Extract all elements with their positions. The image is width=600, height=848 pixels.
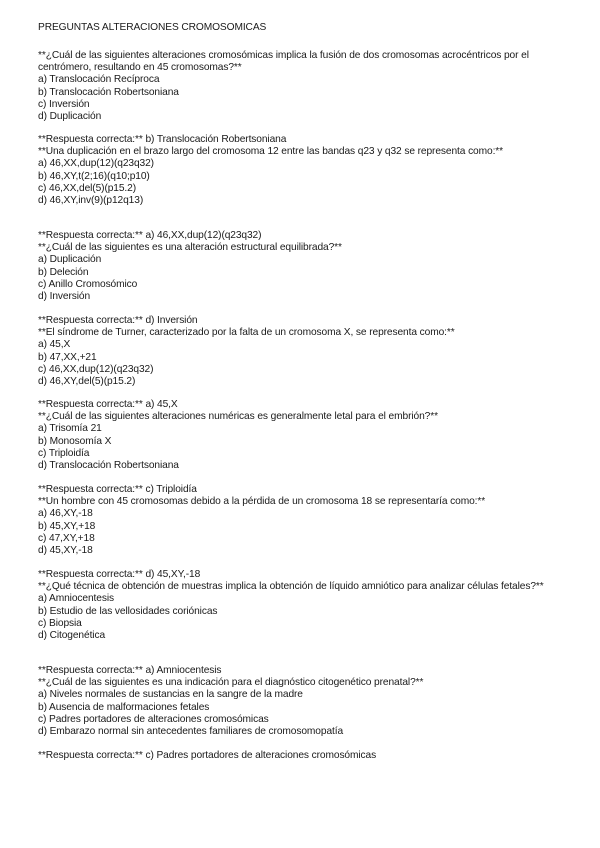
option-d: d) 45,XY,-18 (38, 545, 93, 557)
option-b: b) 45,XY,+18 (38, 520, 96, 532)
option-d: d) Duplicación (38, 111, 102, 123)
option-c: c) 46,XX,dup(12)(q23q32) (38, 363, 154, 375)
question-text: **¿Cuál de las siguientes alteraciones numéricas es generalmente letal para el embrión?** (38, 411, 438, 423)
option-c: c) Inversión (38, 98, 90, 110)
question-text: **Un hombre con 45 cromosomas debido a la pérdida de un cromosoma 18 se representaría como:** (38, 496, 486, 508)
answer-text: **Respuesta correcta:** a) Amniocentesis (38, 665, 222, 676)
question-text: **¿Qué técnica de obtención de muestras implica la obtención de líquido amniótico para analizar células fetales?** (38, 581, 544, 593)
answer-text: **Respuesta correcta:** c) Padres portadores de alteraciones cromosómicas (38, 750, 377, 761)
option-a: a) Trisomía 21 (38, 423, 102, 435)
option-a: a) Duplicación (38, 254, 102, 266)
answer-text: **Respuesta correcta:** d) Inversión (38, 315, 198, 326)
question-block (38, 399, 583, 472)
question-block (38, 569, 583, 642)
question-text: **¿Cuál de las siguientes es una alteración estructural equilibrada?** (38, 242, 342, 254)
question-text: **El síndrome de Turner, caracterizado por la falta de un cromosoma X, se representa como:** (38, 327, 455, 339)
answer-text: **Respuesta correcta:** a) 45,X (38, 399, 178, 410)
option-d: d) Citogenética (38, 630, 106, 642)
option-a: a) Niveles normales de sustancias en la sangre de la madre (38, 689, 303, 701)
option-d: d) 46,XY,inv(9)(p12q13) (38, 195, 144, 207)
option-b: b) 46,XY,t(2;16)(q10;p10) (38, 170, 150, 182)
option-b: b) Monosomía X (38, 435, 112, 447)
option-d: d) Embarazo normal sin antecedentes familiares de cromosomopatía (38, 726, 344, 738)
option-b: b) Translocación Robertsoniana (38, 86, 179, 98)
question-text: **¿Cuál de las siguientes alteraciones cromosómicas implica la fusión de dos cromosomas acrocéntricos por el centrómero, resultando en 45 cromosomas?** (38, 50, 529, 74)
answer-text: **Respuesta correcta:** d) 45,XY,-18 (38, 569, 201, 580)
option-c: c) Padres portadores de alteraciones cromosómicas (38, 713, 269, 725)
option-a: a) Translocación Recíproca (38, 74, 160, 86)
answer-text: **Respuesta correcta:** a) 46,XX,dup(12)(q23q32) (38, 230, 262, 241)
question-block (38, 665, 583, 738)
option-d: d) Translocación Robertsoniana (38, 460, 179, 472)
option-a: a) 46,XX,dup(12)(q23q32) (38, 158, 154, 170)
option-d: d) Inversión (38, 291, 91, 303)
question-block (38, 315, 583, 388)
document-title: PREGUNTAS ALTERACIONES CROMOSOMICAS (38, 22, 267, 33)
answer-text: **Respuesta correcta:** b) Translocación Robertsoniana (38, 134, 287, 145)
option-a: a) 45,X (38, 339, 71, 351)
question-text: **¿Cuál de las siguientes es una indicación para el diagnóstico citogenético prenatal?** (38, 677, 424, 689)
answer-text: **Respuesta correcta:** c) Triploidía (38, 484, 197, 495)
option-c: c) Triploidía (38, 447, 90, 459)
option-b: b) 47,XX,+21 (38, 351, 97, 363)
option-c: c) Biopsia (38, 617, 82, 629)
question-text: **Una duplicación en el brazo largo del cromosoma 12 entre las bandas q23 y q32 se representa como:** (38, 146, 504, 158)
question-block (38, 484, 583, 557)
option-c: c) 46,XX,del(5)(p15.2) (38, 182, 137, 194)
option-b: b) Ausencia de malformaciones fetales (38, 701, 210, 713)
option-b: b) Deleción (38, 266, 89, 278)
option-d: d) 46,XY,del(5)(p15.2) (38, 376, 136, 388)
question-block (38, 134, 583, 207)
answer-block (38, 750, 583, 762)
option-c: c) 47,XY,+18 (38, 532, 95, 544)
option-a: a) Amniocentesis (38, 593, 114, 605)
option-a: a) 46,XY,-18 (38, 508, 93, 520)
option-b: b) Estudio de las vellosidades coriónicas (38, 605, 218, 617)
option-c: c) Anillo Cromosómico (38, 278, 138, 290)
question-block (38, 50, 583, 123)
question-block (38, 230, 583, 303)
